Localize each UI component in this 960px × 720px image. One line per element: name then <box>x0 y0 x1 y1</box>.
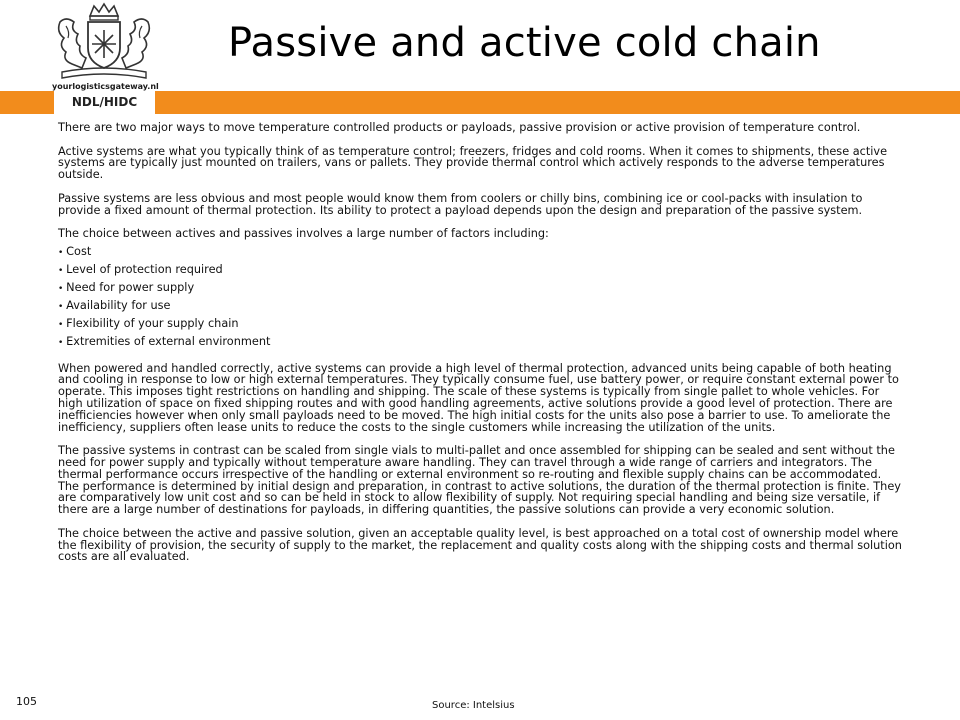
logo-url-text: yourlogisticsgateway.nl <box>52 82 159 91</box>
intro-paragraph: There are two major ways to move temperature controlled products or payloads, passive provision or active provision of temperature control. <box>58 121 861 134</box>
page-number: 105 <box>16 695 37 708</box>
list-item: • Flexibility of your supply chain <box>58 318 902 332</box>
source-note: Source: Intelsius <box>432 700 515 711</box>
slide-title: Passive and active cold chain <box>228 20 821 66</box>
powered-active-paragraph: When powered and handled correctly, active systems can provide a high level of thermal protection, advanced units being capable of both heating and cooling in response to low or high external temperatures. They typically consume fuel, use battery power, or require constant external power to operate. This imposes tight restrictions on handling and shipping. The scale of these systems is typically from single pallet to whole vehicles. For high utilization of space on fixed shipping routes and with good handling agreements, active solutions provide a good level of protection. There are inefficiencies however when only small payloads need to be moved. The high initial costs for the units also pose a barrier to use. To ameliorate the inefficiency, suppliers often lease units to reduce the costs to the single customers while increasing the utilization of the units. <box>58 361 899 434</box>
list-item: • Cost <box>58 246 902 260</box>
list-item: • Extremities of external environment <box>58 336 902 350</box>
coat-of-arms-logo <box>52 2 159 92</box>
factors-intro-paragraph: The choice between actives and passives involves a large number of factors including: <box>58 227 549 241</box>
active-systems-paragraph: Active systems are what you typically think of as temperature control; freezers, fridges and cold rooms. When it comes to shipments, these active systems are typically just mounted on trailers, vans or pallets. They provide thermal control which actively responds to the adverse temperatures outside. <box>58 144 888 182</box>
list-item: • Availability for use <box>58 300 902 314</box>
factors-list <box>58 246 902 350</box>
slide-body <box>58 122 902 575</box>
passive-systems-paragraph: Passive systems are less obvious and most people would know them from coolers or chilly bins, combining ice or cool-packs with insulation to provide a fixed amount of thermal protection. Its ability to protect a payload depends upon the design and preparation of the passive system. <box>58 191 863 217</box>
org-label: NDL/HIDC <box>54 91 155 114</box>
list-item: • Level of protection required <box>58 264 902 278</box>
list-item: • Need for power supply <box>58 282 902 296</box>
conclusion-paragraph: The choice between the active and passive solution, given an acceptable quality level, is best approached on a total cost of ownership model where the flexibility of provision, the security of supply to the market, the replacement and quality costs along with the shipping costs and thermal solution costs are all evaluated. <box>58 526 902 564</box>
coat-of-arms-icon <box>52 2 156 82</box>
passive-contrast-paragraph: The passive systems in contrast can be scaled from single vials to multi-pallet and once assembled for shipping can be sealed and sent without the need for power supply and typically without temperature aware handling. They can travel through a wide range of carriers and integrators. The thermal performance occurs irrespective of the handling or external environment so re-routing and flexible supply chains can be accommodated. The performance is determined by initial design and preparation, in contrast to active solutions, the duration of the thermal protection is finite. They are comparatively low unit cost and so can be held in stock to allow flexibility of supply. Not requiring special handling and being size versatile, if there are a large number of destinations for payloads, in differing quantities, the passive solutions can provide a very economic solution. <box>58 444 901 517</box>
